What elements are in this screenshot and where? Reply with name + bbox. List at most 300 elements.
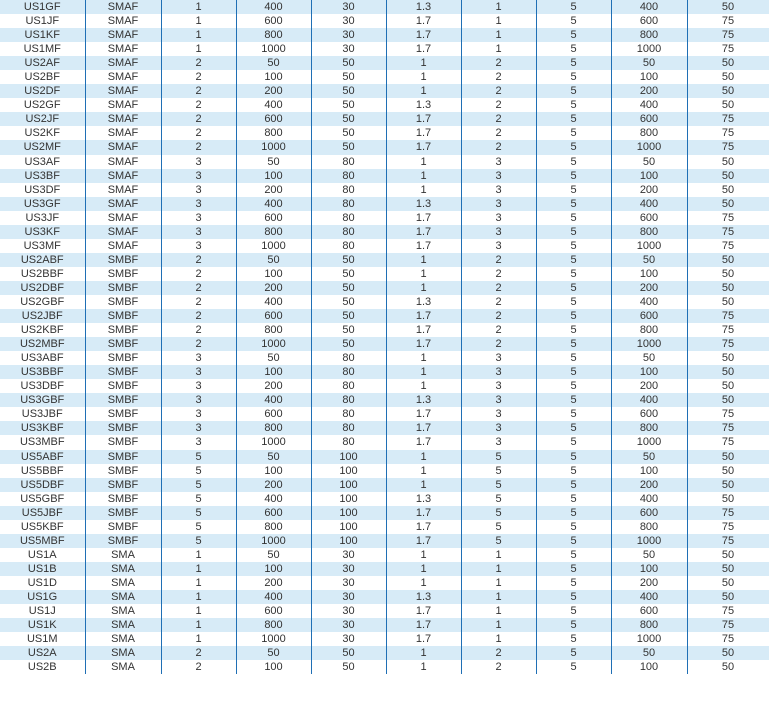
forward-voltage-cell: 1.3 xyxy=(386,98,461,112)
voltage-cell: 100 xyxy=(236,562,311,576)
surge-cell: 80 xyxy=(311,225,386,239)
test-current-cell: 2 xyxy=(461,70,536,84)
voltage-cell: 50 xyxy=(236,646,311,660)
table-row xyxy=(0,351,769,365)
rrm-voltage-cell: 600 xyxy=(611,604,687,618)
table-row xyxy=(0,225,769,239)
surge-cell: 50 xyxy=(311,337,386,351)
test-current-cell: 1 xyxy=(461,42,536,56)
reverse-current-cell: 5 xyxy=(536,169,611,183)
reverse-current-cell: 5 xyxy=(536,84,611,98)
test-current-cell: 3 xyxy=(461,211,536,225)
current-cell: 1 xyxy=(161,632,236,646)
recovery-time-cell: 50 xyxy=(687,562,769,576)
voltage-cell: 800 xyxy=(236,520,311,534)
part-number-cell: US5GBF xyxy=(0,492,85,506)
recovery-time-cell: 50 xyxy=(687,450,769,464)
recovery-time-cell: 75 xyxy=(687,506,769,520)
forward-voltage-cell: 1.7 xyxy=(386,506,461,520)
test-current-cell: 3 xyxy=(461,351,536,365)
table-row xyxy=(0,42,769,56)
recovery-time-cell: 50 xyxy=(687,646,769,660)
voltage-cell: 1000 xyxy=(236,534,311,548)
voltage-cell: 1000 xyxy=(236,337,311,351)
test-current-cell: 2 xyxy=(461,281,536,295)
test-current-cell: 3 xyxy=(461,169,536,183)
test-current-cell: 1 xyxy=(461,548,536,562)
table-row xyxy=(0,464,769,478)
rrm-voltage-cell: 1000 xyxy=(611,534,687,548)
package-cell: SMBF xyxy=(85,267,161,281)
part-number-cell: US3JF xyxy=(0,211,85,225)
recovery-time-cell: 50 xyxy=(687,365,769,379)
recovery-time-cell: 50 xyxy=(687,576,769,590)
recovery-time-cell: 75 xyxy=(687,618,769,632)
part-number-cell: US3DBF xyxy=(0,379,85,393)
test-current-cell: 5 xyxy=(461,520,536,534)
part-number-cell: US3ABF xyxy=(0,351,85,365)
part-number-cell: US5BBF xyxy=(0,464,85,478)
voltage-cell: 1000 xyxy=(236,435,311,449)
table-row xyxy=(0,239,769,253)
part-number-cell: US3DF xyxy=(0,183,85,197)
table-row xyxy=(0,155,769,169)
test-current-cell: 3 xyxy=(461,435,536,449)
package-cell: SMAF xyxy=(85,98,161,112)
test-current-cell: 2 xyxy=(461,295,536,309)
voltage-cell: 100 xyxy=(236,70,311,84)
forward-voltage-cell: 1 xyxy=(386,183,461,197)
part-number-cell: US1B xyxy=(0,562,85,576)
reverse-current-cell: 5 xyxy=(536,407,611,421)
test-current-cell: 2 xyxy=(461,323,536,337)
table-row xyxy=(0,660,769,674)
part-number-cell: US3KF xyxy=(0,225,85,239)
rrm-voltage-cell: 400 xyxy=(611,393,687,407)
part-number-cell: US1GF xyxy=(0,0,85,14)
part-number-cell: US3GF xyxy=(0,197,85,211)
voltage-cell: 600 xyxy=(236,407,311,421)
recovery-time-cell: 50 xyxy=(687,281,769,295)
current-cell: 2 xyxy=(161,323,236,337)
recovery-time-cell: 75 xyxy=(687,421,769,435)
rrm-voltage-cell: 600 xyxy=(611,506,687,520)
surge-cell: 30 xyxy=(311,0,386,14)
rrm-voltage-cell: 200 xyxy=(611,478,687,492)
voltage-cell: 200 xyxy=(236,84,311,98)
reverse-current-cell: 5 xyxy=(536,520,611,534)
forward-voltage-cell: 1.3 xyxy=(386,393,461,407)
current-cell: 1 xyxy=(161,590,236,604)
current-cell: 3 xyxy=(161,365,236,379)
part-number-cell: US1G xyxy=(0,590,85,604)
forward-voltage-cell: 1.7 xyxy=(386,112,461,126)
current-cell: 3 xyxy=(161,225,236,239)
part-number-cell: US1A xyxy=(0,548,85,562)
reverse-current-cell: 5 xyxy=(536,183,611,197)
package-cell: SMBF xyxy=(85,281,161,295)
part-number-cell: US2A xyxy=(0,646,85,660)
table-row xyxy=(0,211,769,225)
forward-voltage-cell: 1 xyxy=(386,450,461,464)
rrm-voltage-cell: 800 xyxy=(611,28,687,42)
forward-voltage-cell: 1.7 xyxy=(386,239,461,253)
recovery-time-cell: 75 xyxy=(687,435,769,449)
recovery-time-cell: 50 xyxy=(687,464,769,478)
rrm-voltage-cell: 50 xyxy=(611,646,687,660)
reverse-current-cell: 5 xyxy=(536,14,611,28)
reverse-current-cell: 5 xyxy=(536,225,611,239)
reverse-current-cell: 5 xyxy=(536,309,611,323)
package-cell: SMBF xyxy=(85,435,161,449)
forward-voltage-cell: 1 xyxy=(386,70,461,84)
recovery-time-cell: 50 xyxy=(687,0,769,14)
package-cell: SMBF xyxy=(85,534,161,548)
reverse-current-cell: 5 xyxy=(536,155,611,169)
current-cell: 2 xyxy=(161,660,236,674)
reverse-current-cell: 5 xyxy=(536,98,611,112)
voltage-cell: 600 xyxy=(236,309,311,323)
reverse-current-cell: 5 xyxy=(536,126,611,140)
current-cell: 1 xyxy=(161,576,236,590)
reverse-current-cell: 5 xyxy=(536,435,611,449)
package-cell: SMAF xyxy=(85,70,161,84)
rrm-voltage-cell: 50 xyxy=(611,155,687,169)
package-cell: SMBF xyxy=(85,253,161,267)
recovery-time-cell: 50 xyxy=(687,660,769,674)
table-row xyxy=(0,379,769,393)
surge-cell: 50 xyxy=(311,646,386,660)
rrm-voltage-cell: 100 xyxy=(611,365,687,379)
reverse-current-cell: 5 xyxy=(536,393,611,407)
surge-cell: 100 xyxy=(311,492,386,506)
recovery-time-cell: 50 xyxy=(687,70,769,84)
forward-voltage-cell: 1 xyxy=(386,464,461,478)
test-current-cell: 3 xyxy=(461,393,536,407)
voltage-cell: 400 xyxy=(236,197,311,211)
package-cell: SMA xyxy=(85,590,161,604)
test-current-cell: 1 xyxy=(461,14,536,28)
package-cell: SMAF xyxy=(85,14,161,28)
rrm-voltage-cell: 400 xyxy=(611,197,687,211)
recovery-time-cell: 75 xyxy=(687,632,769,646)
reverse-current-cell: 5 xyxy=(536,506,611,520)
forward-voltage-cell: 1.7 xyxy=(386,225,461,239)
package-cell: SMBF xyxy=(85,309,161,323)
part-number-cell: US2MF xyxy=(0,140,85,154)
package-cell: SMBF xyxy=(85,450,161,464)
voltage-cell: 100 xyxy=(236,169,311,183)
reverse-current-cell: 5 xyxy=(536,646,611,660)
rrm-voltage-cell: 50 xyxy=(611,56,687,70)
reverse-current-cell: 5 xyxy=(536,140,611,154)
table-row xyxy=(0,407,769,421)
voltage-cell: 800 xyxy=(236,323,311,337)
recovery-time-cell: 75 xyxy=(687,534,769,548)
part-number-cell: US1K xyxy=(0,618,85,632)
surge-cell: 50 xyxy=(311,126,386,140)
test-current-cell: 2 xyxy=(461,337,536,351)
reverse-current-cell: 5 xyxy=(536,42,611,56)
reverse-current-cell: 5 xyxy=(536,295,611,309)
recovery-time-cell: 75 xyxy=(687,126,769,140)
surge-cell: 100 xyxy=(311,478,386,492)
voltage-cell: 1000 xyxy=(236,239,311,253)
part-number-cell: US2ABF xyxy=(0,253,85,267)
surge-cell: 30 xyxy=(311,14,386,28)
current-cell: 3 xyxy=(161,169,236,183)
package-cell: SMBF xyxy=(85,478,161,492)
voltage-cell: 100 xyxy=(236,365,311,379)
surge-cell: 100 xyxy=(311,506,386,520)
current-cell: 5 xyxy=(161,520,236,534)
voltage-cell: 400 xyxy=(236,98,311,112)
table-row xyxy=(0,421,769,435)
reverse-current-cell: 5 xyxy=(536,337,611,351)
rrm-voltage-cell: 200 xyxy=(611,84,687,98)
forward-voltage-cell: 1.3 xyxy=(386,295,461,309)
reverse-current-cell: 5 xyxy=(536,604,611,618)
table-row xyxy=(0,309,769,323)
current-cell: 2 xyxy=(161,337,236,351)
surge-cell: 50 xyxy=(311,660,386,674)
reverse-current-cell: 5 xyxy=(536,464,611,478)
recovery-time-cell: 50 xyxy=(687,56,769,70)
surge-cell: 50 xyxy=(311,140,386,154)
forward-voltage-cell: 1.7 xyxy=(386,28,461,42)
test-current-cell: 1 xyxy=(461,562,536,576)
table-row xyxy=(0,169,769,183)
voltage-cell: 50 xyxy=(236,450,311,464)
table-row xyxy=(0,126,769,140)
surge-cell: 50 xyxy=(311,84,386,98)
forward-voltage-cell: 1 xyxy=(386,351,461,365)
current-cell: 2 xyxy=(161,309,236,323)
current-cell: 2 xyxy=(161,267,236,281)
current-cell: 3 xyxy=(161,421,236,435)
surge-cell: 80 xyxy=(311,197,386,211)
test-current-cell: 5 xyxy=(461,478,536,492)
part-number-cell: US2BBF xyxy=(0,267,85,281)
voltage-cell: 800 xyxy=(236,225,311,239)
table-row xyxy=(0,28,769,42)
recovery-time-cell: 50 xyxy=(687,379,769,393)
voltage-cell: 50 xyxy=(236,548,311,562)
rrm-voltage-cell: 1000 xyxy=(611,632,687,646)
part-number-cell: US2B xyxy=(0,660,85,674)
test-current-cell: 1 xyxy=(461,590,536,604)
test-current-cell: 2 xyxy=(461,140,536,154)
recovery-time-cell: 50 xyxy=(687,590,769,604)
recovery-time-cell: 50 xyxy=(687,155,769,169)
surge-cell: 50 xyxy=(311,56,386,70)
rrm-voltage-cell: 100 xyxy=(611,660,687,674)
table-row xyxy=(0,295,769,309)
package-cell: SMAF xyxy=(85,225,161,239)
surge-cell: 30 xyxy=(311,576,386,590)
rrm-voltage-cell: 50 xyxy=(611,450,687,464)
rrm-voltage-cell: 400 xyxy=(611,590,687,604)
current-cell: 3 xyxy=(161,407,236,421)
current-cell: 3 xyxy=(161,211,236,225)
part-number-cell: US5ABF xyxy=(0,450,85,464)
test-current-cell: 2 xyxy=(461,267,536,281)
surge-cell: 50 xyxy=(311,267,386,281)
reverse-current-cell: 5 xyxy=(536,478,611,492)
table-row xyxy=(0,435,769,449)
voltage-cell: 400 xyxy=(236,295,311,309)
package-cell: SMAF xyxy=(85,42,161,56)
recovery-time-cell: 75 xyxy=(687,225,769,239)
surge-cell: 30 xyxy=(311,618,386,632)
voltage-cell: 50 xyxy=(236,351,311,365)
reverse-current-cell: 5 xyxy=(536,253,611,267)
table-row xyxy=(0,197,769,211)
current-cell: 2 xyxy=(161,98,236,112)
part-number-cell: US1J xyxy=(0,604,85,618)
current-cell: 5 xyxy=(161,534,236,548)
surge-cell: 80 xyxy=(311,351,386,365)
rrm-voltage-cell: 100 xyxy=(611,464,687,478)
recovery-time-cell: 75 xyxy=(687,323,769,337)
forward-voltage-cell: 1.7 xyxy=(386,421,461,435)
rrm-voltage-cell: 600 xyxy=(611,309,687,323)
current-cell: 3 xyxy=(161,183,236,197)
table-row xyxy=(0,56,769,70)
rrm-voltage-cell: 800 xyxy=(611,618,687,632)
reverse-current-cell: 5 xyxy=(536,28,611,42)
recovery-time-cell: 75 xyxy=(687,337,769,351)
part-number-cell: US2GBF xyxy=(0,295,85,309)
table-row xyxy=(0,492,769,506)
test-current-cell: 3 xyxy=(461,365,536,379)
part-number-cell: US2JBF xyxy=(0,309,85,323)
recovery-time-cell: 50 xyxy=(687,253,769,267)
forward-voltage-cell: 1.7 xyxy=(386,323,461,337)
reverse-current-cell: 5 xyxy=(536,211,611,225)
table-row xyxy=(0,478,769,492)
current-cell: 5 xyxy=(161,464,236,478)
package-cell: SMA xyxy=(85,660,161,674)
current-cell: 3 xyxy=(161,197,236,211)
table-row xyxy=(0,0,769,14)
package-cell: SMA xyxy=(85,548,161,562)
surge-cell: 80 xyxy=(311,211,386,225)
current-cell: 2 xyxy=(161,112,236,126)
current-cell: 2 xyxy=(161,126,236,140)
reverse-current-cell: 5 xyxy=(536,562,611,576)
rrm-voltage-cell: 1000 xyxy=(611,140,687,154)
forward-voltage-cell: 1 xyxy=(386,576,461,590)
test-current-cell: 1 xyxy=(461,0,536,14)
voltage-cell: 800 xyxy=(236,421,311,435)
surge-cell: 100 xyxy=(311,464,386,478)
current-cell: 2 xyxy=(161,646,236,660)
surge-cell: 50 xyxy=(311,323,386,337)
current-cell: 1 xyxy=(161,0,236,14)
test-current-cell: 3 xyxy=(461,197,536,211)
table-row xyxy=(0,140,769,154)
part-number-cell: US2JF xyxy=(0,112,85,126)
recovery-time-cell: 75 xyxy=(687,112,769,126)
current-cell: 3 xyxy=(161,239,236,253)
surge-cell: 50 xyxy=(311,253,386,267)
package-cell: SMBF xyxy=(85,351,161,365)
package-cell: SMBF xyxy=(85,520,161,534)
forward-voltage-cell: 1.7 xyxy=(386,604,461,618)
reverse-current-cell: 5 xyxy=(536,197,611,211)
test-current-cell: 5 xyxy=(461,450,536,464)
forward-voltage-cell: 1 xyxy=(386,478,461,492)
part-number-cell: US2KBF xyxy=(0,323,85,337)
current-cell: 5 xyxy=(161,506,236,520)
surge-cell: 80 xyxy=(311,155,386,169)
package-cell: SMAF xyxy=(85,211,161,225)
part-number-cell: US2AF xyxy=(0,56,85,70)
recovery-time-cell: 75 xyxy=(687,140,769,154)
recovery-time-cell: 50 xyxy=(687,197,769,211)
test-current-cell: 2 xyxy=(461,309,536,323)
package-cell: SMA xyxy=(85,618,161,632)
recovery-time-cell: 75 xyxy=(687,604,769,618)
current-cell: 1 xyxy=(161,562,236,576)
table-row xyxy=(0,253,769,267)
current-cell: 3 xyxy=(161,435,236,449)
package-cell: SMAF xyxy=(85,140,161,154)
surge-cell: 80 xyxy=(311,169,386,183)
surge-cell: 30 xyxy=(311,632,386,646)
current-cell: 2 xyxy=(161,281,236,295)
reverse-current-cell: 5 xyxy=(536,323,611,337)
recovery-time-cell: 50 xyxy=(687,183,769,197)
forward-voltage-cell: 1 xyxy=(386,646,461,660)
recovery-time-cell: 50 xyxy=(687,351,769,365)
forward-voltage-cell: 1 xyxy=(386,365,461,379)
test-current-cell: 1 xyxy=(461,632,536,646)
surge-cell: 50 xyxy=(311,98,386,112)
table-row xyxy=(0,618,769,632)
reverse-current-cell: 5 xyxy=(536,112,611,126)
package-cell: SMAF xyxy=(85,28,161,42)
rrm-voltage-cell: 600 xyxy=(611,211,687,225)
voltage-cell: 400 xyxy=(236,0,311,14)
package-cell: SMAF xyxy=(85,155,161,169)
package-cell: SMBF xyxy=(85,506,161,520)
test-current-cell: 3 xyxy=(461,183,536,197)
part-number-cell: US3BF xyxy=(0,169,85,183)
table-row xyxy=(0,112,769,126)
recovery-time-cell: 50 xyxy=(687,84,769,98)
recovery-time-cell: 50 xyxy=(687,169,769,183)
surge-cell: 30 xyxy=(311,28,386,42)
voltage-cell: 100 xyxy=(236,464,311,478)
rrm-voltage-cell: 100 xyxy=(611,169,687,183)
surge-cell: 80 xyxy=(311,239,386,253)
forward-voltage-cell: 1 xyxy=(386,548,461,562)
reverse-current-cell: 5 xyxy=(536,365,611,379)
table-row xyxy=(0,14,769,28)
part-number-cell: US3JBF xyxy=(0,407,85,421)
part-number-cell: US3MBF xyxy=(0,435,85,449)
surge-cell: 30 xyxy=(311,590,386,604)
table-row xyxy=(0,548,769,562)
reverse-current-cell: 5 xyxy=(536,379,611,393)
recovery-time-cell: 75 xyxy=(687,309,769,323)
table-row xyxy=(0,267,769,281)
surge-cell: 80 xyxy=(311,183,386,197)
package-cell: SMBF xyxy=(85,295,161,309)
table-row xyxy=(0,365,769,379)
